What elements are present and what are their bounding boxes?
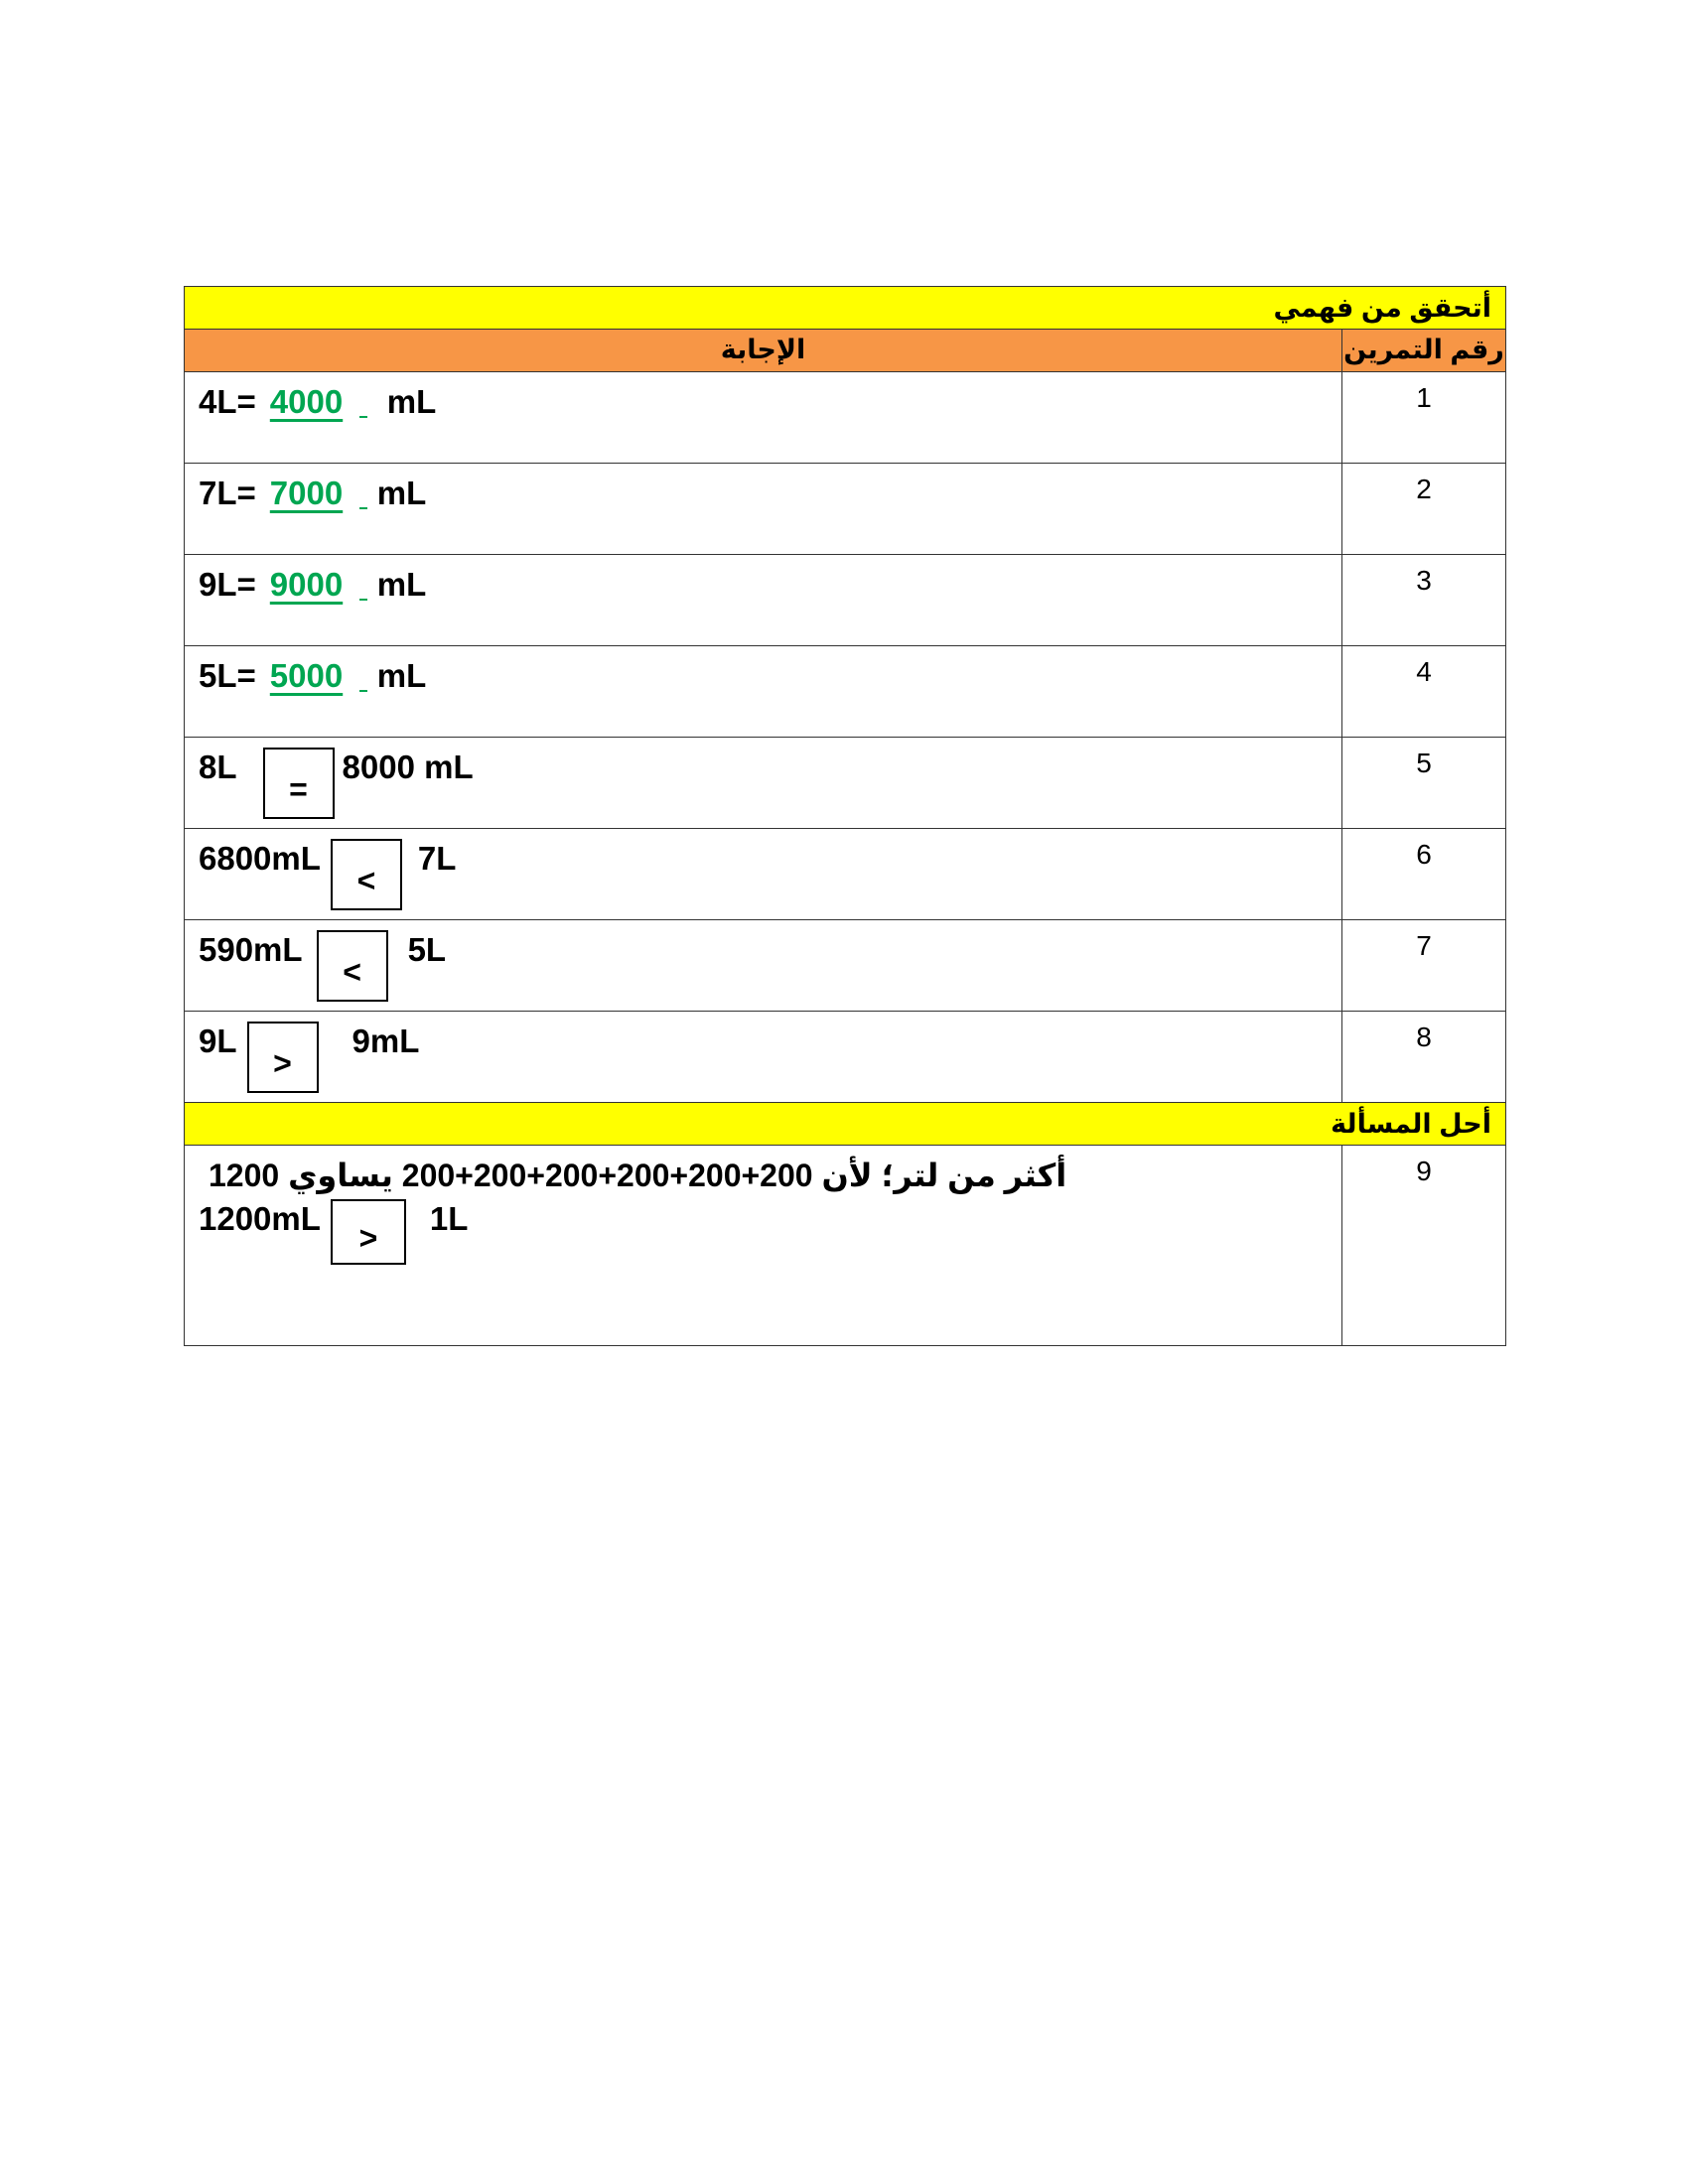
comparison-symbol-box: >	[331, 1199, 406, 1265]
check-understanding-title: أتحقق من فهمي	[1273, 293, 1491, 323]
comparison-symbol-box: <	[317, 930, 388, 1002]
table-row	[185, 646, 1506, 738]
conversion-answer	[185, 464, 1341, 513]
table-row	[185, 555, 1506, 646]
table-header-row	[185, 330, 1506, 372]
table-row	[185, 464, 1506, 555]
comparison-left: 6800mL	[199, 840, 321, 877]
comparison-answer	[185, 1012, 1341, 1093]
conversion-unit: mL	[376, 657, 427, 694]
comparison-right: 5L	[407, 931, 447, 968]
problem-comparison	[185, 1195, 1341, 1265]
comparison-symbol-box: <	[331, 839, 402, 910]
blank-line	[359, 656, 367, 692]
answer-value: 7000	[269, 475, 344, 511]
exercise-number-header: رقم التمرين	[1343, 335, 1504, 364]
conversion-unit: mL	[386, 383, 437, 420]
table-row	[185, 829, 1506, 920]
conversion-left: 4L=	[199, 383, 256, 420]
table-row	[185, 372, 1506, 464]
comparison-answer	[185, 920, 1341, 1002]
exercise-number: 2	[1416, 474, 1432, 504]
table-row	[185, 738, 1506, 829]
table-row	[185, 920, 1506, 1012]
answer-value: 9000	[269, 566, 344, 603]
exercise-number: 9	[1416, 1156, 1432, 1186]
answer-header: الإجابة	[720, 335, 806, 364]
conversion-unit: mL	[376, 566, 427, 603]
exercise-number: 6	[1416, 839, 1432, 870]
comparison-symbol-box: >	[247, 1022, 319, 1093]
conversion-left: 7L=	[199, 475, 256, 511]
exercise-number: 3	[1416, 565, 1432, 596]
worksheet-table	[184, 286, 1506, 1346]
exercise-number: 1	[1416, 382, 1432, 413]
blank-line	[359, 382, 367, 418]
blank-line	[359, 565, 367, 601]
table-row	[185, 1012, 1506, 1103]
conversion-left: 9L=	[199, 566, 256, 603]
comparison-left: 8L	[199, 749, 237, 785]
solve-problem-title: أحل المسألة	[1331, 1109, 1491, 1139]
conversion-answer	[185, 555, 1341, 605]
check-understanding-banner	[185, 287, 1506, 330]
comparison-left: 9L	[199, 1023, 237, 1059]
solve-problem-banner	[185, 1103, 1506, 1146]
conversion-answer	[185, 372, 1341, 422]
comparison-answer	[185, 738, 1341, 819]
comparison-answer	[185, 829, 1341, 910]
comparison-right: 9mL	[352, 1023, 420, 1059]
comparison-right: 8000 mL	[342, 749, 474, 785]
comparison-left: 590mL	[199, 931, 303, 968]
comparison-right: 7L	[417, 840, 457, 877]
exercise-number: 5	[1416, 748, 1432, 778]
conversion-left: 5L=	[199, 657, 256, 694]
answer-value: 5000	[269, 657, 344, 694]
table-row	[185, 1146, 1506, 1346]
conversion-unit: mL	[376, 475, 427, 511]
comparison-right: 1L	[429, 1200, 469, 1237]
conversion-answer	[185, 646, 1341, 696]
problem-explanation: أكثر من لتر؛ لأن 200+200+200+200+200+200 يساوي 1200	[209, 1158, 1067, 1193]
exercise-number: 8	[1416, 1022, 1432, 1052]
comparison-left: 1200mL	[199, 1200, 321, 1237]
answer-value: 4000	[269, 383, 344, 420]
blank-line	[359, 474, 367, 509]
exercise-number: 4	[1416, 656, 1432, 687]
comparison-symbol-box: =	[263, 748, 335, 819]
exercise-number: 7	[1416, 930, 1432, 961]
